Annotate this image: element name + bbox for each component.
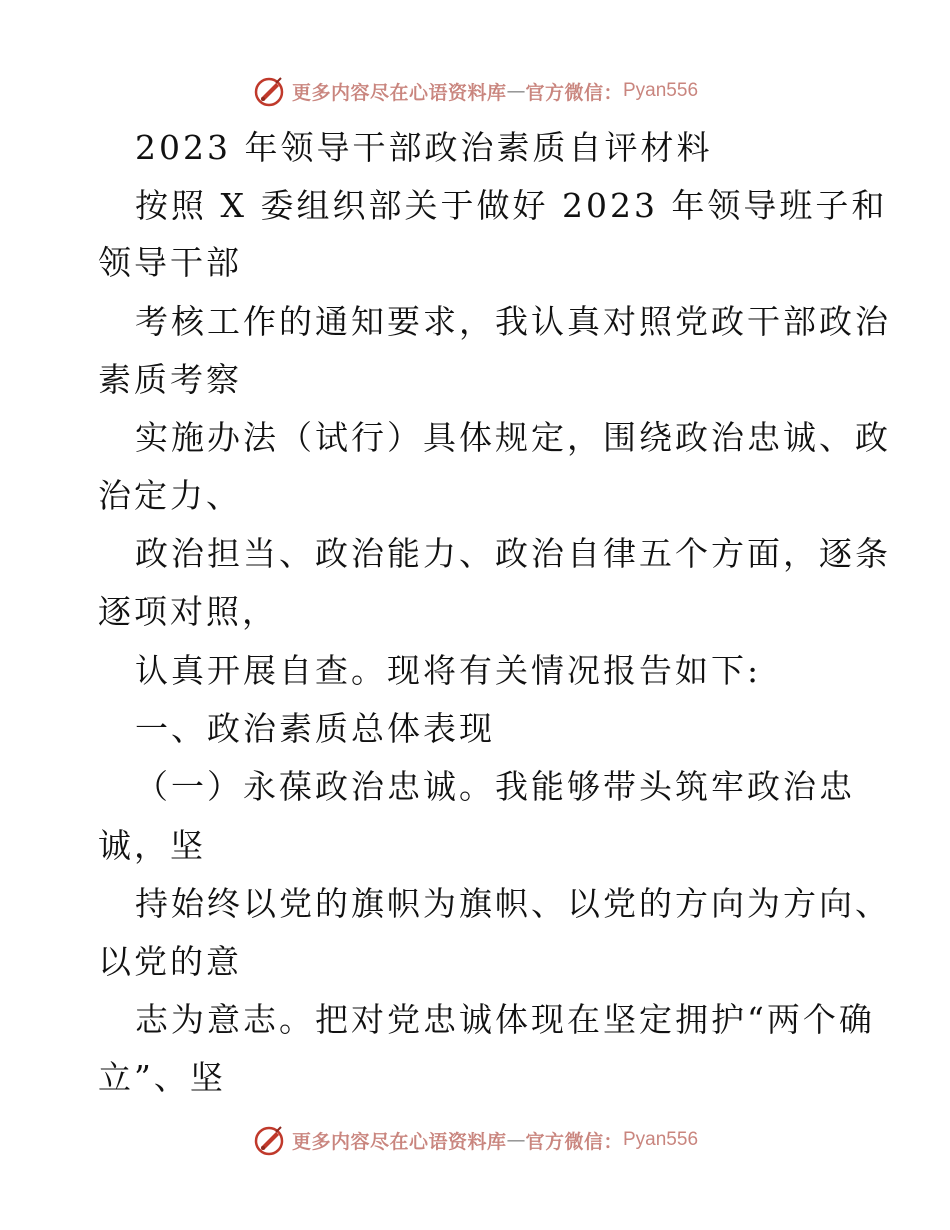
paragraph-line: 志为意志。把对党忠诚体现在坚定拥护“两个确 <box>135 1000 875 1039</box>
paragraph-line: 治定力、 <box>98 476 242 515</box>
paragraph-line: 诚，坚 <box>98 826 206 865</box>
watermark-official-label: 官方微信： <box>525 81 623 104</box>
paragraph-line: 实施办法（试行）具体规定，围绕政治忠诚、政 <box>135 418 891 457</box>
paragraph-line: 领导干部 <box>98 243 242 282</box>
watermark-footer <box>0 1120 950 1160</box>
quill-pen-logo-icon <box>252 1123 286 1157</box>
paragraph-line: 考核工作的通知要求，我认真对照党政干部政治 <box>135 302 891 341</box>
watermark-wechat-id: Pyan556 <box>623 80 699 101</box>
paragraph-line: 以党的意 <box>98 942 242 981</box>
paragraph-line: （一）永葆政治忠诚。我能够带头筑牢政治忠 <box>135 767 855 806</box>
paragraph-line: 认真开展自查。现将有关情况报告如下: <box>135 651 762 690</box>
paragraph-line: 按照 X 委组织部关于做好 2023 年领导班子和 <box>135 186 888 225</box>
watermark-separator: — <box>506 1129 526 1151</box>
watermark-site-name: 更多内容尽在心语资料库 <box>291 1130 507 1153</box>
paragraph-line: 政治担当、政治能力、政治自律五个方面，逐条 <box>135 534 891 573</box>
paragraph-line: 逐项对照， <box>98 592 278 631</box>
watermark-wechat-id: Pyan556 <box>623 1129 699 1150</box>
paragraph-line: 持始终以党的旗帜为旗帜、以党的方向为方向、 <box>135 884 891 923</box>
paragraph-line: 素质考察 <box>98 360 242 399</box>
watermark-official-label: 官方微信： <box>525 1130 623 1153</box>
document-title: 2023 年领导干部政治素质自评材料 <box>135 128 713 167</box>
watermark-site-name: 更多内容尽在心语资料库 <box>291 81 507 104</box>
paragraph-line: 立”、坚 <box>98 1058 226 1097</box>
watermark-separator: — <box>506 80 526 102</box>
section-heading: 一、政治素质总体表现 <box>135 709 495 748</box>
